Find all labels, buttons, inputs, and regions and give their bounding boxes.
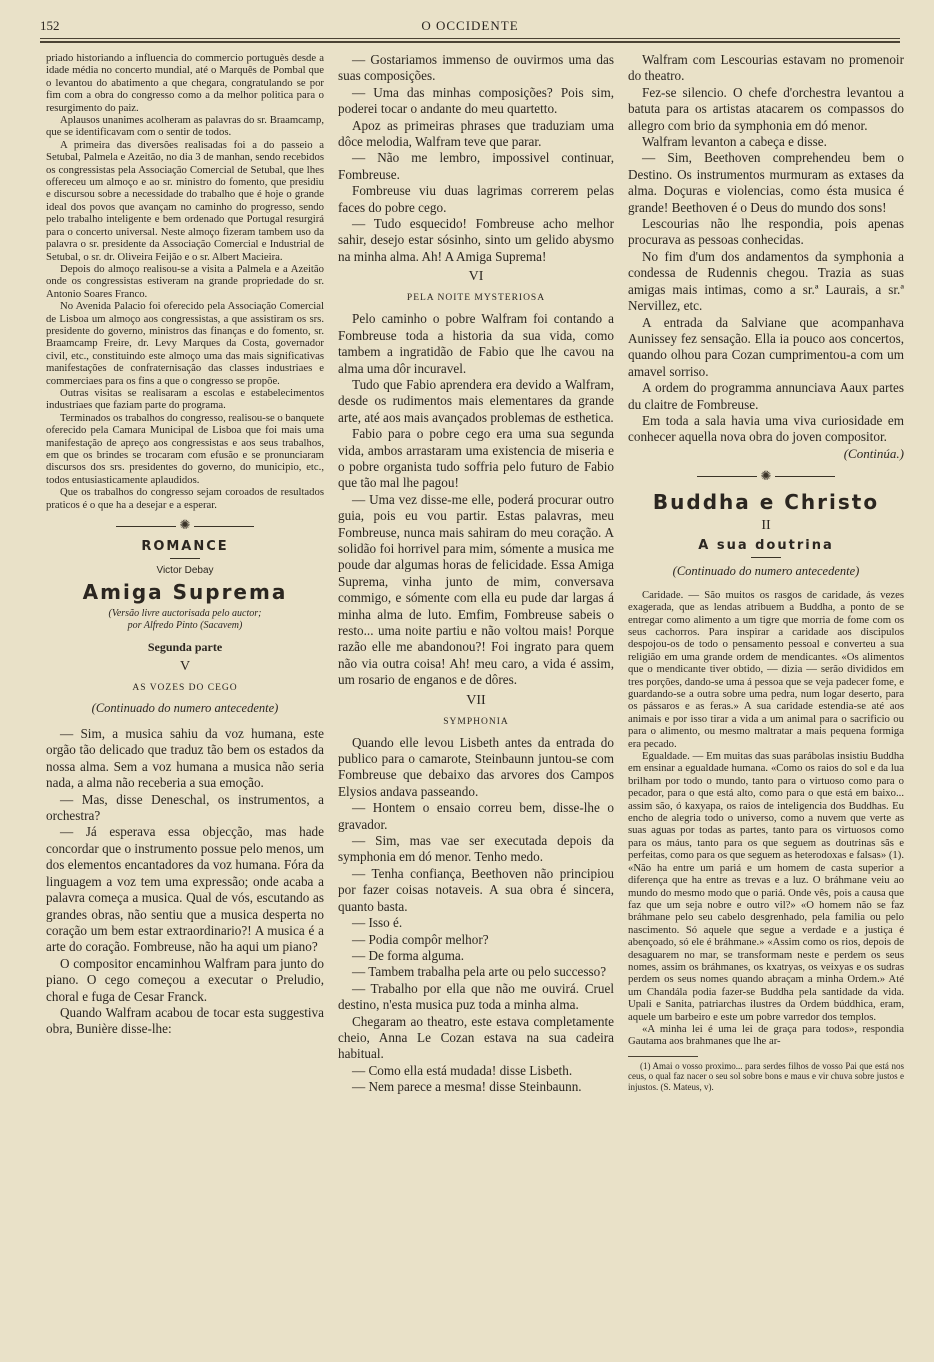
fleuron-icon: ✺ — [628, 468, 904, 484]
paragraph: — Isso é. — [352, 915, 403, 931]
chapter-number: V — [179, 659, 191, 675]
page-number: 152 — [40, 18, 60, 33]
paragraph: — Tenha confiança, Beethoven não principiou por fazer coisas notaveis. A sua obra é sincera, quanto basta. — [338, 865, 614, 914]
paragraph: — Uma das minhas composições? Pois sim, poderei tocar o andante do meu quartetto. — [338, 84, 614, 117]
footnote-rule — [628, 1056, 698, 1057]
paragraph: — Já esperava essa objecção, mas hade concordar que o instrumento possue pelo menos, um dos elementos encantadores da voz humana. Fóra da linguagem a voz tem uma expressão; onde acaba a palavra começa a musica. Qual de vós, escutando as grandes obras, não sentiu que a musica desperta no coração um bem estar extraordinario?! A musica é a arte do coração. Fombreuse, não ha aqui um piano? — [46, 824, 324, 955]
chapter-title: SYMPHONIA — [443, 716, 509, 727]
paragraph: — Sim, Beethoven comprehendeu bem o Destino. Os instrumentos murmuram as extases da alma. Doçuras e violencias, como ésta musica é grande! Beethoven é o Deus do mundo dos sons! — [628, 150, 904, 215]
paragraph: — Nem parece a mesma! disse Steinbaunn. — [352, 1079, 582, 1095]
paragraph: Em toda a sala havia uma viva curiosidade em conhecer aquella nova obra do joven compositor. — [628, 412, 904, 445]
paragraph: — Como ella está mudada! disse Lisbeth. — [352, 1062, 573, 1078]
paragraph: Fez-se silencio. O chefe d'orchestra levantou a batuta para os artistas atacarem os compassos do allegro com brio da symphonia em dó menor. — [628, 84, 904, 133]
column-2 — [338, 52, 614, 1096]
paragraph: Walfram levanton a cabeça e disse. — [642, 134, 827, 150]
chapter-number: VI — [468, 269, 484, 285]
paragraph: Pelo caminho o pobre Walfram foi contando a Fombreuse toda a historia da sua vida, como tambem a ingratidão de Fabio que lhe cavou na alma uma dôr incuravel. — [338, 311, 614, 376]
column-1 — [46, 52, 324, 1038]
divider — [751, 557, 781, 558]
column-3 — [628, 52, 904, 1092]
chapter-number: VII — [466, 692, 486, 708]
paragraph: — Podia compôr melhor? — [352, 931, 489, 947]
section-heading: ROMANCE — [141, 539, 229, 555]
part-heading: Segunda parte — [147, 640, 223, 655]
paragraph: No Avenida Palacio foi oferecido pela Associação Comercial de Lisboa um almoço aos congressistas, a que assistiram os srs. presidente do governo, ministros das finanças e do fomento, sr. Braamcamp Freire, dr. Levy Marques da Costa, governador civil, etc., constituindo este almoço uma das mais significativas manifestações de confraternisação das classes industriaes e commerciaes para os fins a que o congresso se propõe. — [46, 300, 324, 387]
paragraph: — Hontem o ensaio correu bem, disse-lhe o gravador. — [338, 800, 614, 832]
footnote: (1) Amai o vosso proximo... para serdes filhos de vosso Pai que está nos ceus, o qual faz nacer o seu sol sobre bons e maus e vir chuva sobre justos e injustos. (S. Mateus, v). — [628, 1060, 904, 1092]
paragraph: — Mas, disse Deneschal, os instrumentos, a orchestra? — [46, 791, 324, 824]
paragraph: priado historiando a influencia do commercio portuguès desde a idade média no concerto mundial, até o Marquês de Pombal que o levantou do abatimento a que chegara, congratulando se por fim com a obra do congresso como a da melhor politica para o resurgimento do paiz. — [46, 52, 324, 114]
paragraph: No fim d'um dos andamentos da symphonia a condessa de Rudennis chegou. Trazia as suas amigas mais intimas, como a sr.ª Laurais, a sr.ª Nervillez, etc. — [628, 248, 904, 314]
header-rule — [40, 38, 900, 39]
paragraph: Fabio para o pobre cego era uma sua segunda vida, ambos arrastaram uma existencia de miseria e o pobre organista tudo soffria pelo futuro de Fabio que tão mal lhe pagou! — [338, 426, 614, 491]
paragraph: — Sim, mas vae ser executada depois da symphonia em dó menor. Tenho medo. — [338, 833, 614, 865]
paragraph: — De forma alguma. — [352, 947, 465, 963]
paragraph: — Tudo esquecido! Fombreuse acho melhor sahir, desejo estar sósinho, sinto um gelido abysmo na minha alma. Ah! A Amiga Suprema! — [338, 216, 614, 264]
fleuron-icon: ✺ — [46, 517, 324, 533]
paragraph: Quando Walfram acabou de tocar esta suggestiva obra, Bunière disse-lhe: — [46, 1004, 324, 1037]
paragraph: — Uma vez disse-me elle, poderá procurar outro guia, pois eu vou partir. Estas palavras, meu Fombreuse, nunca mais sahiram do meu coração. A solidão foi horrivel para mim, sómente a musica me poude dar algumas horas de felicidade. Essa Amiga Suprema, vinha junto de mim, conversava commigo, e sómente com ella eu pude dar largas á minha alma de luto. Emfim, Fombreuse sabeis o resto... uma noite partiu e não voltou mais! Porque razão elle me abandonou?! Foi ingrato para quem não via outra coisa! Ah! meu caro, a vida é assim, um rosario de enganos e de dôres. — [338, 491, 614, 688]
continued-note: (Continuado do numero antecedente) — [91, 701, 279, 716]
paragraph: Terminados os trabalhos do congresso, realisou-se o banquete oferecido pela Camara Municipal de Lisboa que foi mais uma manifestação de apreço aos congressistas e aos seus trabalhos, em que os brindes se trocaram com efusão e se pronunciaram discursos dos srs. presidentes do governo, do municipio, etc., todos entusiasticamente aplaudidos. — [46, 411, 324, 486]
article-title: Buddha e Christo — [652, 489, 880, 514]
paragraph: A ordem do programma annunciava Aaux partes du claitre de Fombreuse. — [628, 380, 904, 412]
paragraph: O compositor encaminhou Walfram para junto do piano. O cego começou a executar o Preludio, choral e fuga de Cesar Franck. — [46, 955, 324, 1004]
paragraph: Lescourias não lhe respondia, pois apenas procurava as pessoas conhecidas. — [628, 216, 904, 248]
paragraph: Outras visitas se realisaram a escolas e estabelecimentos industriaes que faziam parte do programa. — [46, 386, 324, 412]
paragraph: — Não me lembro, impossivel continuar, Fombreuse. — [338, 150, 614, 182]
paragraph: A entrada da Salviane que acompanhava Aunissey fez sensação. Ella ia pouco aos concertos, quando olhou para Cozan cumprimentou-a com um amavel sorriso. — [628, 314, 904, 379]
paragraph: — Sim, a musica sahiu da voz humana, este orgão tão delicado que traduz tão bem os estados da nossa alma. Sem a voz humana a musica não seria nada, a alma não receberia a sua emoção. — [46, 726, 324, 791]
paragraph: Apoz as primeiras phrases que traduziam uma dôce melodia, Walfram teve que parar. — [338, 117, 614, 150]
continued-note: (Continuado do numero antecedente) — [672, 563, 860, 578]
divider — [170, 558, 200, 559]
paragraph: Fombreuse viu duas lagrimas correrem pelas faces do pobre cego. — [338, 183, 614, 215]
running-title: O OCCIDENTE — [421, 18, 519, 33]
paragraph: Chegaram ao theatro, este estava completamente cheio, Anna Le Cozan estava na sua cadeira habitual. — [338, 1013, 614, 1062]
paragraph: Depois do almoço realisou-se a visita a Palmela e a Azeitão onde os congressistas estiveram na grande propriedade do sr. Antonio Soares Franco. — [46, 262, 324, 300]
paragraph: «A minha lei é uma lei de graça para todos», respondia Gautama aos brahmanes que lhe ar- — [628, 1022, 904, 1048]
continua-note: (Continúa.) — [843, 445, 904, 461]
header-rule-thick — [40, 41, 900, 43]
chapter-title: PELA NOITE MYSTERIOSA — [406, 293, 546, 304]
paragraph: Que os trabalhos do congresso sejam coroados de resultados praticos é o que ha a desejar e a esperar. — [46, 486, 324, 511]
version-note: (Versão livre auctorisada pelo auctor; — [108, 608, 262, 620]
paragraph: — Gostariamos immenso de ouvirmos uma das suas composições. — [338, 52, 614, 84]
paragraph: Walfram com Lescourias estavam no promenoir do theatro. — [628, 52, 904, 84]
article-number: II — [761, 517, 771, 533]
chapter-title: AS VOZES DO CEGO — [132, 683, 238, 694]
paragraph: Quando elle levou Lisbeth antes da entrada do publico para o camarote, Steinbaunn juntou-se com Fombreuse que debaixo das arvores dos Campos Elysios andava passeando. — [338, 734, 614, 799]
author-name: Victor Debay — [156, 565, 214, 577]
paragraph: Egualdade. — Em muitas das suas parábolas insistiu Buddha em ensinar a egualdade humana. «Como os raios do sol e da lua brilham por todo o mundo, tanto para o virtuoso como para o pecador, para o que está alto, como para o que está em baixo... assim são, ó kaxyapa, os raios de inteligencia dos Buddhas. Eu encho de alegria todo o universo, como a nuvem que verte as suas aguas por todas as partes, tanto para os virtuosos como para os máus, tanto para os que seguem as doutrinas sãs e perfeitas, como para os que seguem as heterodoxas e falsas» (1). «Não ha entre um pariá e um homem de casta superior a diferença que ha entre as trevas e a luz. O bráhmane veiu ao mundo do mesmo modo que o pariá. Onde vês, pois a causa que faz que um seja nobre e outro vil?» «O homem não se faz bráhmane pelo seu cabelo desgrenhado, pela familia ou pelo nascimento. Só aquele que segue a verdade e a justiça é abençoado, só ele é bráhmane.» «Assim como os rios, depois de desaguarem no mar, se transformam neste e perdem os seus nomes, assim os bráhmanes, os kxatryas, os veixyas e os sudras perdem os seus nomes quando abraçam a minha Ordem.» Até um Chandála podia fazer-se Buddha pela santidade da vida. Upali e Sanita, patriarchas ilustres da Ordem búddhica, eram, aquele um barbeiro e este um pobre varredor dos templos. — [628, 750, 904, 1023]
translator-note: por Alfredo Pinto (Sacavem) — [127, 620, 243, 632]
paragraph: — Tambem trabalha pela arte ou pelo successo? — [352, 964, 607, 980]
paragraph: Tudo que Fabio aprendera era devido a Walfram, desde os rudimentos mais elementares da grande arte, até aos mais avançados problemas de esthetica. — [338, 376, 614, 425]
paragraph: — Trabalho por ella que não me ouvirá. Cruel destino, n'esta musica puz toda a minha alma. — [338, 980, 614, 1013]
novel-title: Amiga Suprema — [82, 580, 288, 605]
page-header — [40, 16, 900, 40]
article-subtitle: A sua doutrina — [698, 537, 834, 553]
paragraph: Aplausos unanimes acolheram as palavras do sr. Braamcamp, que se identificavam com o sentir de todos. — [46, 114, 324, 139]
paragraph: A primeira das diversões realisadas foi a do passeio a Setubal, Palmela e Azeitão, no dia 3 de manhan, sendo recebidos os congressistas pela Associação Comercial de Setubal, que lhes offereceu um almoço e ao sr. ministro do fomento, que presidiu e discursou sobre a necessidade do trabalho que é hoje o grande ideal dos povos que avançam no caminho do progresso, sendo pelo trabalho inteligente e bem ordenado que Portugal resurgirá para o concerto universal. Neste almoço fizeram tambem uso da palavra o sr. presidente da Associação Comercial e Industrial de Setubal, o sr. dr. Oliveira Feijão e o sr. Albert Macieira. — [46, 138, 324, 263]
paragraph: Caridade. — São muitos os rasgos de caridade, ás vezes exagerada, que as lendas atribuem a Buddha, a ponto de se entregar como alimento a um tigre que morria de fome com os seus cachorros. Para inspirar a caridade aos discipulos despojou-os de todo o pensamento pessoal e converteu a sua religião em uma grande ordem de mendicantes. «Os alimentos que o mendicante tiver obtido, — dizia — serão divididos em tres porções, dando-se uma á pessoa que se veja padecer fome, e guardando-se a outra sobre uma pedra, num logar deserto, para os pássaros e as feras.» A sua caridade estendia-se até aos animais e por isso tirar a vida a um animal para o sacrificio ou para o alimento, ou mesmo maltratar a mais pequena formiga era pecado. — [628, 588, 904, 750]
